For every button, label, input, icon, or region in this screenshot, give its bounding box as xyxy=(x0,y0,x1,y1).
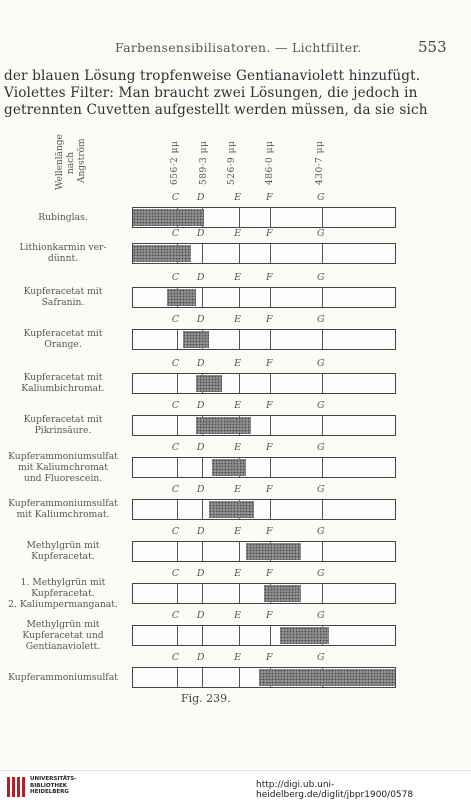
filter-label-line: Kupferacetat. xyxy=(31,587,95,599)
transmission-band xyxy=(264,585,301,602)
body-line-3: getrennten Cuvetten aufgestellt werden müssen, da sie sich xyxy=(4,102,428,118)
filter-label xyxy=(0,498,126,520)
fraunhofer-letter-f: F xyxy=(265,652,273,663)
transmission-band xyxy=(196,375,222,392)
spectral-line-mark xyxy=(202,500,203,519)
fraunhofer-letter-f: F xyxy=(265,272,273,283)
filter-label xyxy=(0,242,126,264)
fraunhofer-letter-d: D xyxy=(196,652,205,663)
spectral-line-mark xyxy=(270,374,271,393)
spectral-line-mark xyxy=(177,626,178,645)
fraunhofer-letter-d: D xyxy=(196,526,205,537)
spectral-line-mark xyxy=(202,626,203,645)
fraunhofer-letter-e: E xyxy=(234,568,242,579)
fraunhofer-letter-g: G xyxy=(316,358,325,369)
fraunhofer-letter-f: F xyxy=(265,192,273,203)
fraunhofer-letter-e: E xyxy=(234,526,242,537)
spectral-line-mark xyxy=(239,244,240,263)
filter-label xyxy=(0,372,126,394)
spectral-line-mark xyxy=(202,542,203,561)
source-url[interactable]: http://digi.ub.uni-heidelberg.de/diglit/jbpr1900/0578 xyxy=(256,780,414,800)
spectral-line-mark xyxy=(322,542,323,561)
library-name-line-1: UNIVERSITÄTS- xyxy=(30,776,77,782)
fraunhofer-letter-e: E xyxy=(234,358,242,369)
transmission-band xyxy=(212,459,246,476)
spectral-line-mark xyxy=(239,374,240,393)
spectral-line-mark xyxy=(270,626,271,645)
spectrum-strip xyxy=(132,457,396,478)
fraunhofer-letter-c: C xyxy=(171,442,180,453)
spectral-line-mark xyxy=(202,244,203,263)
spectral-line-mark xyxy=(322,244,323,263)
axis-label-angstrom: Angström xyxy=(77,138,87,183)
filter-label-line: Kupferacetat mit xyxy=(23,414,103,425)
transmission-band xyxy=(133,245,191,262)
wavelength-label-e: 526·9 μμ xyxy=(227,140,237,185)
fraunhofer-letter-c: C xyxy=(171,568,180,579)
wavelength-label-d: 589·3 μμ xyxy=(199,140,209,185)
fraunhofer-letter-d: D xyxy=(196,272,205,283)
fraunhofer-letter-d: D xyxy=(196,314,205,325)
fraunhofer-letter-g: G xyxy=(316,272,325,283)
library-logo-icon xyxy=(6,775,26,799)
spectral-line-mark xyxy=(177,500,178,519)
fraunhofer-letters xyxy=(132,192,396,204)
spectral-line-mark xyxy=(239,208,240,227)
fraunhofer-letter-c: C xyxy=(171,526,180,537)
spectral-line-mark xyxy=(322,374,323,393)
filter-label-line: 2. Kaliumpermanganat. xyxy=(8,598,118,610)
filter-label-line: Kupferacetat und xyxy=(22,629,104,641)
spectral-line-mark xyxy=(177,416,178,435)
wavelength-label-f: 486·0 μμ xyxy=(265,140,275,185)
wavelength-label-c: 656·2 μμ xyxy=(170,140,180,185)
fraunhofer-letter-f: F xyxy=(265,610,273,621)
fraunhofer-letter-g: G xyxy=(316,192,325,203)
fraunhofer-letter-e: E xyxy=(234,228,242,239)
filter-label xyxy=(0,328,126,350)
fraunhofer-letter-f: F xyxy=(265,314,273,325)
filter-label-line: Kupferacetat. xyxy=(31,551,95,562)
filter-label-line: Lithionkarmin ver- xyxy=(19,242,107,253)
spectrum-strip xyxy=(132,329,396,350)
fraunhofer-letters xyxy=(132,442,396,454)
filter-label-line: Kupferacetat mit xyxy=(23,328,103,339)
fraunhofer-letter-e: E xyxy=(234,400,242,411)
fraunhofer-letter-c: C xyxy=(171,652,180,663)
spectral-line-mark xyxy=(177,584,178,603)
body-line-2: Violettes Filter: Man braucht zwei Lösungen, die jedoch in xyxy=(4,85,418,101)
transmission-band xyxy=(209,501,254,518)
fraunhofer-letter-g: G xyxy=(316,314,325,325)
fraunhofer-letter-g: G xyxy=(316,568,325,579)
spectral-line-mark xyxy=(202,458,203,477)
fraunhofer-letters xyxy=(132,484,396,496)
fraunhofer-letter-d: D xyxy=(196,358,205,369)
fraunhofer-letter-e: E xyxy=(234,442,242,453)
spectral-line-mark xyxy=(270,208,271,227)
spectrum-strip xyxy=(132,207,396,228)
spectrum-strip xyxy=(132,583,396,604)
spectral-line-mark xyxy=(177,668,178,687)
filter-label xyxy=(0,414,126,436)
fraunhofer-letter-d: D xyxy=(196,442,205,453)
filter-label xyxy=(0,672,126,683)
filter-label-line: Methylgrün mit xyxy=(26,618,100,630)
transmission-band xyxy=(246,543,301,560)
fraunhofer-letter-c: C xyxy=(171,314,180,325)
fraunhofer-letter-f: F xyxy=(265,526,273,537)
fraunhofer-letter-c: C xyxy=(171,192,180,203)
filter-label-line: Safranin. xyxy=(41,297,85,308)
filter-label-line: 1. Methylgrün mit xyxy=(20,576,106,588)
fraunhofer-letter-f: F xyxy=(265,400,273,411)
spectral-line-mark xyxy=(270,416,271,435)
filter-label-line: Kupferacetat mit xyxy=(23,372,103,383)
filter-label-line: Kaliumbichromat. xyxy=(21,383,105,394)
wavelength-label-g: 430·7 μμ xyxy=(315,140,325,185)
fraunhofer-letters xyxy=(132,526,396,538)
filter-label-line: mit Kaliumchromat. xyxy=(16,509,110,520)
fraunhofer-letter-g: G xyxy=(316,484,325,495)
spectral-line-mark xyxy=(177,330,178,349)
fraunhofer-letter-d: D xyxy=(196,192,205,203)
fraunhofer-letter-f: F xyxy=(265,228,273,239)
spectral-line-mark xyxy=(239,542,240,561)
filter-label xyxy=(0,212,126,223)
spectral-line-mark xyxy=(322,416,323,435)
filter-label-line: Rubinglas. xyxy=(38,211,88,223)
transmission-band xyxy=(167,289,196,306)
axis-label-wavelength: Wellenlänge xyxy=(55,134,65,190)
spectral-line-mark xyxy=(322,330,323,349)
fraunhofer-letter-c: C xyxy=(171,228,180,239)
filter-label-line: Kupferammoniumsulfat xyxy=(8,671,118,683)
axis-label-nach: nach xyxy=(66,152,76,174)
fraunhofer-letters xyxy=(132,358,396,370)
fraunhofer-letter-c: C xyxy=(171,610,180,621)
spectrum-strip xyxy=(132,287,396,308)
filter-label xyxy=(0,577,126,610)
fraunhofer-letter-e: E xyxy=(234,314,242,325)
fraunhofer-letter-d: D xyxy=(196,400,205,411)
spectrum-strip xyxy=(132,541,396,562)
fraunhofer-letter-g: G xyxy=(316,526,325,537)
fraunhofer-letters xyxy=(132,652,396,664)
spectral-line-mark xyxy=(322,458,323,477)
fraunhofer-letter-f: F xyxy=(265,358,273,369)
spectral-line-mark xyxy=(202,584,203,603)
filter-label xyxy=(0,540,126,562)
spectral-line-mark xyxy=(177,374,178,393)
filter-label xyxy=(0,619,126,652)
fraunhofer-letter-e: E xyxy=(234,272,242,283)
fraunhofer-letter-e: E xyxy=(234,610,242,621)
spectrum-strip xyxy=(132,667,396,688)
library-name xyxy=(30,776,77,796)
fraunhofer-letter-c: C xyxy=(171,484,180,495)
spectral-line-mark xyxy=(322,500,323,519)
transmission-band xyxy=(183,331,209,348)
spectral-line-mark xyxy=(270,330,271,349)
spectrum-strip xyxy=(132,415,396,436)
fraunhofer-letter-e: E xyxy=(234,192,242,203)
filter-label xyxy=(0,451,126,484)
spectrum-strip xyxy=(132,373,396,394)
transmission-band xyxy=(280,627,330,644)
spectral-line-mark xyxy=(202,668,203,687)
fraunhofer-letter-g: G xyxy=(316,652,325,663)
fraunhofer-letter-c: C xyxy=(171,358,180,369)
fraunhofer-letter-d: D xyxy=(196,610,205,621)
figure-caption: Fig. 239. xyxy=(181,692,231,705)
filter-label xyxy=(0,286,126,308)
fraunhofer-letter-c: C xyxy=(171,272,180,283)
spectral-line-mark xyxy=(177,542,178,561)
fraunhofer-letters xyxy=(132,272,396,284)
filter-label-line: Pikrinsäure. xyxy=(34,425,92,436)
fraunhofer-letters xyxy=(132,228,396,240)
fraunhofer-letter-g: G xyxy=(316,400,325,411)
spectral-line-mark xyxy=(322,288,323,307)
running-title: Farbensensibilisatoren. — Lichtfilter. xyxy=(115,40,362,55)
spectral-line-mark xyxy=(322,208,323,227)
spectral-line-mark xyxy=(202,288,203,307)
filter-label-line: Orange. xyxy=(44,339,82,350)
filter-label-line: Kupferammoniumsulfat xyxy=(8,498,118,509)
spectrum-strip xyxy=(132,243,396,264)
spectral-line-mark xyxy=(270,288,271,307)
fraunhofer-letters xyxy=(132,314,396,326)
fraunhofer-letter-c: C xyxy=(171,400,180,411)
fraunhofer-letter-g: G xyxy=(316,442,325,453)
fraunhofer-letter-d: D xyxy=(196,568,205,579)
spectral-line-mark xyxy=(239,626,240,645)
fraunhofer-letter-e: E xyxy=(234,652,242,663)
transmission-band xyxy=(133,209,204,226)
fraunhofer-letters xyxy=(132,610,396,622)
fraunhofer-letter-e: E xyxy=(234,484,242,495)
spectral-line-mark xyxy=(239,584,240,603)
fraunhofer-letters xyxy=(132,568,396,580)
spectral-line-mark xyxy=(270,500,271,519)
fraunhofer-letter-g: G xyxy=(316,610,325,621)
fraunhofer-letter-d: D xyxy=(196,228,205,239)
library-name-line-2: BIBLIOTHEK xyxy=(30,782,68,789)
spectral-line-mark xyxy=(270,244,271,263)
spectral-line-mark xyxy=(239,668,240,687)
spectrum-strip xyxy=(132,499,396,520)
spectral-line-mark xyxy=(239,288,240,307)
filter-label-line: Kupferammoniumsulfat xyxy=(8,450,118,462)
spectral-line-mark xyxy=(177,458,178,477)
spectral-line-mark xyxy=(322,584,323,603)
fraunhofer-letter-f: F xyxy=(265,442,273,453)
filter-label-line: und Fluorescein. xyxy=(23,472,103,484)
filter-label-line: Gentianaviolett. xyxy=(25,640,101,652)
transmission-band xyxy=(259,669,395,686)
filter-label-line: dünnt. xyxy=(47,253,79,264)
filter-label-line: Methylgrün mit xyxy=(26,540,100,551)
transmission-band xyxy=(196,417,251,434)
fraunhofer-letter-d: D xyxy=(196,484,205,495)
body-line-1: der blauen Lösung tropfenweise Gentianaviolett hinzufügt. xyxy=(4,68,421,84)
fraunhofer-letters xyxy=(132,400,396,412)
fraunhofer-letter-g: G xyxy=(316,228,325,239)
spectrum-strip xyxy=(132,625,396,646)
library-name-line-3: HEIDELBERG xyxy=(30,789,69,795)
fraunhofer-letter-f: F xyxy=(265,568,273,579)
fraunhofer-letter-f: F xyxy=(265,484,273,495)
spectral-line-mark xyxy=(270,458,271,477)
filter-label-line: mit Kaliumchromat xyxy=(18,461,108,473)
spectral-line-mark xyxy=(239,330,240,349)
page-number: 553 xyxy=(418,38,447,56)
filter-label-line: Kupferacetat mit xyxy=(23,286,103,297)
